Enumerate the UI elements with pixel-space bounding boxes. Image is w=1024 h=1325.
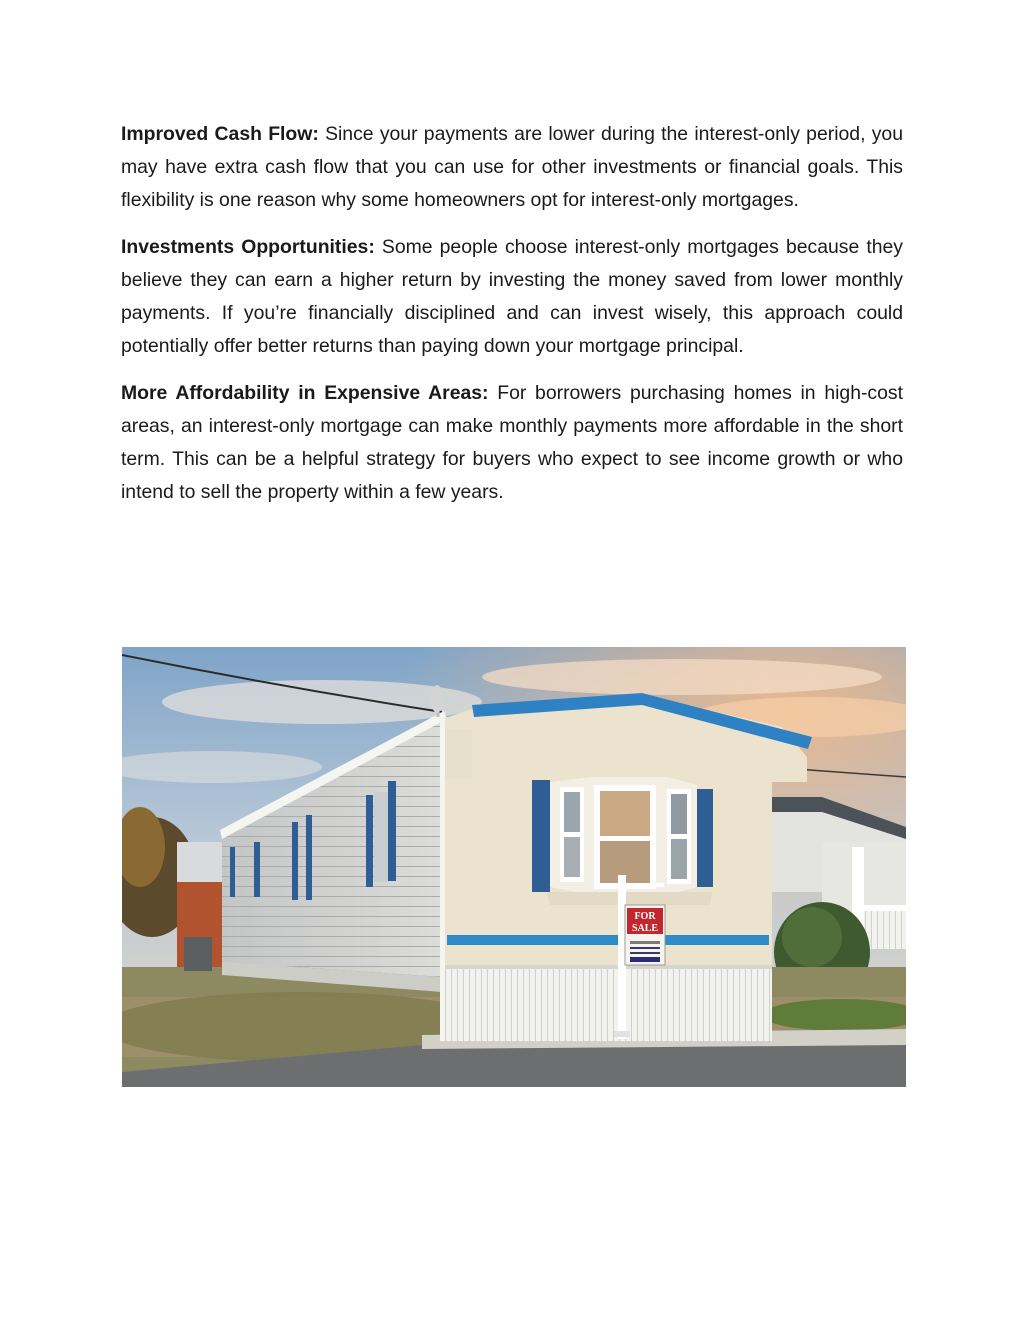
paragraph-lead: Investments Opportunities: [121, 236, 375, 258]
paragraph-text: For borrowers purchasing homes in high-cost areas, an interest-only mortgage can make monthly payments more affordable in the short term. This can be a helpful strategy for buyers who expect to see income growth or who intend to sell the property within a few years. [121, 382, 903, 503]
paragraph-investment-opportunities [121, 231, 903, 363]
paragraph-text: Since your payments are lower during the interest-only period, you may have extra cash flow that you can use for other investments or financial goals. This flexibility is one reason why some homeowners opt for interest-only mortgages. [121, 123, 903, 211]
paragraph-lead: Improved Cash Flow: [121, 123, 319, 145]
sign-text-sale: SALE [631, 923, 659, 934]
sign-text-for: FOR [634, 911, 656, 922]
paragraph-improved-cash-flow [121, 118, 903, 217]
document-body [121, 118, 903, 523]
paragraph-lead: More Affordability in Expensive Areas: [121, 382, 489, 404]
paragraph-affordability [121, 377, 903, 509]
mobile-home-photo [122, 647, 906, 1087]
paragraph-text: Some people choose interest-only mortgages because they believe they can earn a higher return by investing the money saved from lower monthly payments. If you’re financially disciplined and can invest wisely, this approach could potentially offer better returns than paying down your mortgage principal. [121, 236, 904, 357]
